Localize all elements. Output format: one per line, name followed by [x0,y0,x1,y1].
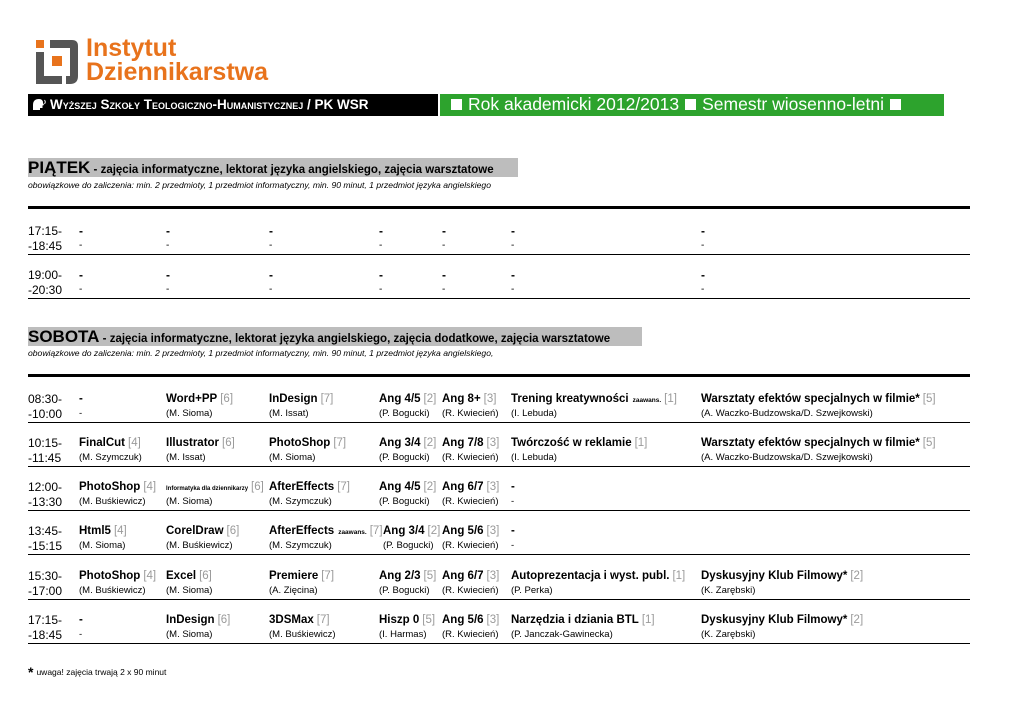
divider [28,206,970,209]
instructor: (M. Szymczuk) [269,540,332,551]
time-end: -18:45 [28,628,63,642]
course-name [701,569,863,583]
empty-slot: - [442,240,446,251]
instructor: (P. Perka) [511,585,553,596]
course-title: Autoprezentacja i wyst. publ. [511,570,670,582]
logo-icon [36,38,78,84]
logo-line1: Instytut [86,34,177,62]
time-start: 13:45- [28,524,63,538]
instructor: (P. Bogucki) [379,408,430,419]
instructor: - [79,629,83,640]
instructor: - [511,496,515,507]
empty-slot: - [511,268,515,282]
instructor: (M. Issat) [269,408,309,419]
instructor: (M. Buśkiewicz) [166,540,233,551]
instructor: (A. Waczko-Budzowska/D. Szwejkowski) [701,452,873,463]
course-name [701,392,936,406]
instructor: - [511,540,515,551]
course-name [166,613,230,627]
time-end: -10:00 [28,407,63,421]
course-name [269,392,333,406]
course-groups-count: [2] [423,437,437,449]
instructor: (M. Szymczuk) [269,496,332,507]
instructor: (I. Harmas) [379,629,427,640]
course-title: Ang 4/5 [379,481,421,493]
instructor: (P. Bogucki) [379,452,430,463]
instructor: (K. Zarębski) [701,585,756,596]
empty-slot: - [442,224,446,238]
course-name [79,480,156,494]
course-name [383,524,440,538]
course-title: AfterEffects [269,481,335,493]
course-groups-count: [6] [251,481,264,493]
course-name [269,480,350,494]
course-title: Twórczość w reklamie [511,437,632,449]
speaker-head-icon [31,97,46,112]
course-title: InDesign [269,393,318,405]
time-start: 12:00- [28,480,63,494]
course-title: Ang 2/3 [379,570,421,582]
course-name [379,613,435,627]
empty-slot: - [269,268,273,282]
divider [28,466,970,467]
course-title: CorelDraw [166,525,224,537]
course-groups-count: [5] [423,570,437,582]
time-start: 08:30- [28,392,63,406]
empty-slot: - [379,284,383,295]
course-name [166,524,239,538]
course-title: - [79,614,83,626]
course-name [701,436,936,450]
course-name [79,436,141,450]
course-level-tag: zaawans. [632,397,662,404]
time-start: 17:15- [28,224,63,238]
course-name [511,436,647,450]
course-groups-count: [1] [664,393,677,405]
course-groups-count: [3] [486,437,500,449]
course-groups-count: [6] [226,525,240,537]
course-groups-count: [4] [143,570,157,582]
course-title: InDesign [166,614,215,626]
course-title: PhotoShop [79,481,141,493]
course-groups-count: [6] [199,570,212,582]
divider [28,422,970,423]
header-year-bar [440,94,944,116]
course-groups-count: [3] [486,570,500,582]
course-name [166,436,235,450]
course-groups-count: [2] [850,570,864,582]
empty-slot: - [166,224,170,238]
empty-slot: - [379,224,383,238]
course-groups-count: [4] [143,481,157,493]
divider [28,643,970,644]
course-name [701,613,863,627]
course-name [166,569,212,583]
course-title: Ang 6/7 [442,481,484,493]
semester: Semestr wiosenno-letni [702,94,884,114]
divider [28,254,970,255]
instructor: (M. Buśkiewicz) [79,585,146,596]
course-title: Ang 6/7 [442,570,484,582]
footer-note [28,664,166,680]
course-title: - [79,393,83,405]
course-title: Dyskusyjny Klub Filmowy* [701,614,848,626]
empty-slot: - [701,224,705,238]
time-end: -13:30 [28,495,63,509]
empty-slot: - [511,240,515,251]
course-title: Narzędzia i dziania BTL [511,614,639,626]
time-end: -11:45 [28,451,62,465]
course-title: Ang 8+ [442,393,481,405]
academic-year: Rok akademicki 2012/2013 [468,94,680,114]
course-title: Excel [166,570,197,582]
course-name [442,524,499,538]
course-name [442,480,499,494]
logo-line2: Dziennikarstwa [86,58,269,86]
course-name [511,392,677,408]
instructor: (R. Kwiecień) [442,408,499,419]
empty-slot: - [511,284,515,295]
instructor: (R. Kwiecień) [442,452,499,463]
friday-header [28,158,518,177]
course-name [79,524,127,538]
course-groups-count: [6] [222,437,235,449]
instructor: (M. Buśkiewicz) [269,629,336,640]
square-bullet-icon [685,99,696,110]
empty-slot: - [701,284,705,295]
course-title: PhotoShop [269,437,331,449]
course-title: - [511,481,515,493]
course-groups-count: [4] [128,437,141,449]
course-groups-count: [3] [483,393,497,405]
empty-slot: - [269,224,273,238]
course-title: 3DSMax [269,614,314,626]
course-title: Trening kreatywności [511,393,629,405]
time-end: -20:30 [28,283,63,297]
course-title: Ang 4/5 [379,393,421,405]
course-groups-count: [3] [486,525,500,537]
time-start: 17:15- [28,613,63,627]
square-bullet-icon [451,99,462,110]
course-name [79,569,156,583]
empty-slot: - [701,240,705,251]
course-name [379,569,436,583]
course-title: Ang 7/8 [442,437,484,449]
course-title: Ang 5/6 [442,525,484,537]
instructor: (K. Zarębski) [701,629,756,640]
empty-slot: - [269,284,273,295]
instructor: (P. Janczak-Gawinecka) [511,629,613,640]
course-groups-count: [1] [672,570,686,582]
empty-slot: - [166,268,170,282]
course-title: Html5 [79,525,111,537]
divider [28,298,970,299]
empty-slot: - [379,240,383,251]
course-title: Ang 3/4 [379,437,421,449]
logo-text [86,36,268,84]
course-groups-count: [7] [316,614,330,626]
instructor: (A. Zięcina) [269,585,318,596]
course-groups-count: [5] [922,437,936,449]
course-name [511,524,515,538]
course-groups-count: [6] [220,393,234,405]
course-groups-count: [3] [486,614,500,626]
empty-slot: - [79,224,83,238]
course-title: Warsztaty efektów specjalnych w filmie* [701,437,920,449]
course-name [379,392,436,406]
empty-slot: - [79,240,83,251]
course-name [511,480,515,494]
course-title: Ang 3/4 [383,525,425,537]
empty-slot: - [442,268,446,282]
time-end: -18:45 [28,239,63,253]
empty-slot: - [79,284,83,295]
course-name [442,392,496,406]
course-groups-count: [5] [922,393,936,405]
time-end: -17:00 [28,584,63,598]
empty-slot: - [701,268,705,282]
course-groups-count: [7] [333,437,347,449]
instructor: (I. Lebuda) [511,452,557,463]
course-groups-count: [4] [113,525,127,537]
course-title: Word+PP [166,393,218,405]
instructor: (M. Sioma) [269,452,316,463]
square-bullet-icon [890,99,901,110]
footer-star: * [28,664,34,680]
course-groups-count: [5] [422,614,436,626]
course-level-tag: zaawans. [338,529,367,536]
course-title: - [511,525,515,537]
header-institution-bar [28,94,438,116]
time-start: 10:15- [28,436,63,450]
divider [28,554,970,555]
course-groups-count: [2] [423,481,437,493]
course-groups-count: [7] [320,393,334,405]
course-name [379,436,436,450]
course-name [79,392,83,406]
course-name [79,613,83,627]
course-groups-count: [2] [423,393,437,405]
course-title: Informatyka dla dziennikarzy [166,486,249,492]
empty-slot: - [269,240,273,251]
course-name [511,569,685,583]
instructor: - [79,408,83,419]
course-title: PhotoShop [79,570,141,582]
instructor: (P. Bogucki) [379,585,430,596]
empty-slot: - [442,284,446,295]
course-groups-count: [2] [427,525,441,537]
course-name [379,480,436,494]
institution-name: Wyższej Szkoły Teologiczno-Humanistycznej / PK WSR [50,97,369,112]
instructor: (M. Sioma) [166,408,213,419]
instructor: (P. Bogucki) [383,540,434,551]
instructor: (R. Kwiecień) [442,496,499,507]
instructor: (M. Sioma) [166,496,213,507]
instructor: (R. Kwiecień) [442,629,499,640]
course-groups-count: [7] [337,481,350,493]
course-title: Illustrator [166,437,220,449]
time-start: 19:00- [28,268,63,282]
course-groups-count: [7] [321,570,335,582]
course-groups-count: [6] [217,614,231,626]
instructor: (M. Issat) [166,452,206,463]
instructor: (A. Waczko-Budzowska/D. Szwejkowski) [701,408,873,419]
friday-note: obowiązkowe do zaliczenia: min. 2 przedmioty, 1 przedmiot informatyczny, min. 90 minut, 1 przedmiot języka angielskiego [28,180,491,190]
course-name [166,392,233,406]
course-title: AfterEffects [269,525,335,537]
course-title: Hiszp 0 [379,614,420,626]
instructor: (M. Sioma) [166,629,213,640]
course-title: Ang 5/6 [442,614,484,626]
course-name [269,524,383,540]
course-name [269,569,334,583]
instructor: (R. Kwiecień) [442,585,499,596]
course-groups-count: [7] [369,525,383,537]
course-name [442,613,499,627]
course-groups-count: [3] [486,481,500,493]
course-groups-count: [2] [850,614,864,626]
course-groups-count: [1] [634,437,648,449]
course-name [442,569,499,583]
instructor: (I. Lebuda) [511,408,557,419]
instructor: (M. Buśkiewicz) [79,496,146,507]
time-end: -15:15 [28,539,63,553]
divider [28,510,970,511]
empty-slot: - [166,284,170,295]
instructor: (M. Sioma) [79,540,126,551]
course-name [442,436,499,450]
time-start: 15:30- [28,569,63,583]
saturday-subtitle: - zajęcia informatyczne, lektorat języka angielskiego, zajęcia dodatkowe, zajęcia warsztatowe [99,333,611,345]
divider [28,374,970,377]
course-title: FinalCut [79,437,125,449]
course-name [269,613,330,627]
empty-slot: - [379,268,383,282]
instructor: (R. Kwiecień) [442,540,499,551]
empty-slot: - [166,240,170,251]
saturday-header [28,327,642,346]
course-name [511,613,655,627]
friday-day: PIĄTEK [28,158,91,177]
empty-slot: - [511,224,515,238]
saturday-day: SOBOTA [28,327,100,346]
course-name [166,480,264,496]
course-groups-count: [1] [641,614,655,626]
saturday-note: obowiązkowe do zaliczenia: min. 2 przedmioty, 1 przedmiot informatyczny, min. 90 minut, 1 przedmiot języka angielskiego, [28,348,494,358]
instructor: (M. Szymczuk) [79,452,142,463]
course-title: Warsztaty efektów specjalnych w filmie* [701,393,920,405]
course-title: Premiere [269,570,319,582]
instructor: (P. Bogucki) [379,496,430,507]
course-title: Dyskusyjny Klub Filmowy* [701,570,848,582]
footer-text: uwaga! zajęcia trwają 2 x 90 minut [36,667,167,677]
course-name [269,436,346,450]
divider [28,599,970,600]
empty-slot: - [79,268,83,282]
friday-subtitle: - zajęcia informatyczne, lektorat języka angielskiego, zajęcia warsztatowe [90,164,494,176]
instructor: (M. Sioma) [166,585,213,596]
